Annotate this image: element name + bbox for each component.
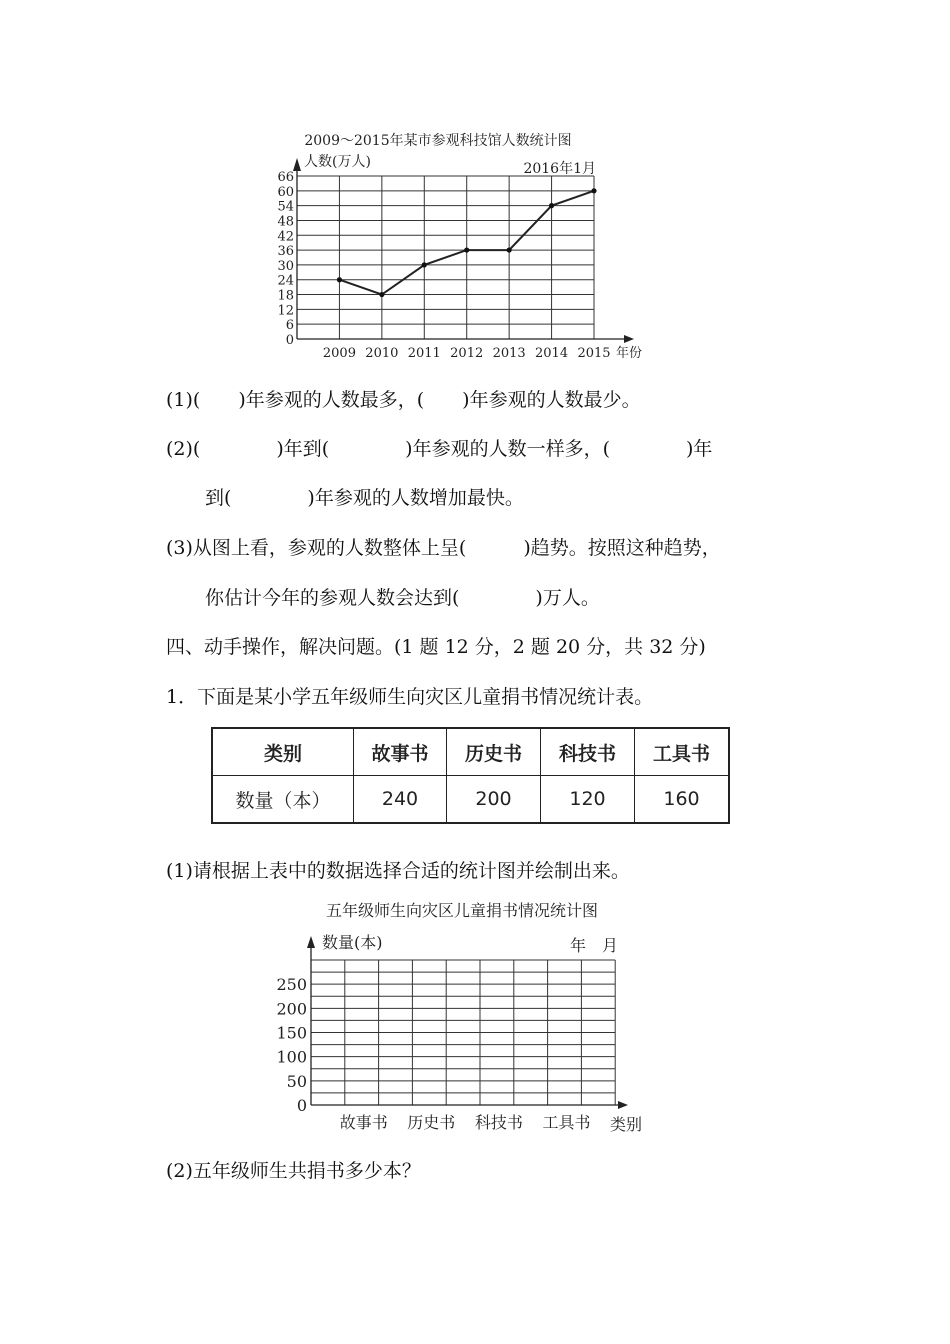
question-1: (1)( )年参观的人数最多，( )年参观的人数最少。 — [166, 389, 641, 411]
table-header-row — [212, 728, 729, 776]
line-chart-x-tick-label: 2009 — [322, 346, 356, 361]
line-chart-x-tick-label: 2010 — [365, 346, 399, 361]
line-chart-y-tick-label: 18 — [277, 288, 294, 304]
table-header-cell: 历史书 — [447, 728, 541, 776]
table-header-cell: 工具书 — [635, 728, 730, 776]
bar-chart-x-ticks — [340, 1113, 642, 1134]
line-chart-y-tick-label: 36 — [277, 244, 294, 260]
bar-chart-x-tick-label: 历史书 — [407, 1113, 456, 1132]
line-chart-y-ticks — [277, 170, 294, 348]
question-2-line-2: 到( )年参观的人数增加最快。 — [205, 487, 524, 509]
line-chart-title: 2009～2015年某市参观科技馆人数统计图 — [304, 133, 572, 149]
line-chart-y-tick-label: 48 — [277, 214, 294, 230]
visitor-line-chart — [0, 0, 950, 370]
bar-chart-title: 五年级师生向灾区儿童捐书情况统计图 — [325, 901, 599, 920]
table-cell: 数量（本） — [212, 776, 354, 824]
bar-chart-y-tick-label: 0 — [296, 1096, 307, 1115]
table-cell: 240 — [354, 776, 447, 824]
problem-1-question-1: (1)请根据上表中的数据选择合适的统计图并绘制出来。 — [166, 860, 630, 882]
line-chart-x-ticks — [323, 345, 642, 361]
bar-chart-grid — [311, 960, 615, 1105]
line-chart-point — [337, 277, 342, 282]
bar-chart-y-tick-label: 100 — [276, 1047, 307, 1067]
line-chart-y-tick-label: 30 — [277, 258, 294, 274]
bar-chart-xlabel: 类别 — [609, 1115, 643, 1134]
bar-chart-y-tick-label: 150 — [276, 1023, 307, 1043]
line-chart-y-tick-label: 42 — [277, 229, 294, 245]
section-4-heading: 四、动手操作，解决问题。(1 题 12 分，2 题 20 分，共 32 分) — [166, 636, 706, 658]
line-chart-y-tick-label: 60 — [277, 184, 294, 200]
problem-1-intro: 1．下面是某小学五年级师生向灾区儿童捐书情况统计表。 — [166, 686, 654, 708]
bar-chart-date-note: 年 月 — [569, 936, 619, 955]
bar-chart-x-tick-label: 工具书 — [542, 1113, 591, 1132]
bar-chart-y-ticks — [276, 975, 307, 1115]
line-chart-xlabel: 年份 — [616, 346, 643, 361]
line-chart-x-tick-label: 2013 — [492, 346, 526, 361]
bar-chart-ylabel: 数量(本) — [322, 933, 383, 952]
problem-1-question-2: (2)五年级师生共捐书多少本？ — [166, 1160, 421, 1182]
line-chart-point — [422, 262, 427, 267]
line-chart-y-tick-label: 66 — [277, 170, 294, 185]
bar-chart-y-tick-label: 200 — [276, 999, 307, 1019]
question-3-line-1: (3)从图上看，参观的人数整体上呈( )趋势。按照这种趋势， — [166, 537, 721, 559]
line-chart-point — [507, 247, 512, 252]
table-header-cell: 科技书 — [541, 728, 635, 776]
table-cell: 160 — [635, 776, 730, 824]
line-chart-y-tick-label: 12 — [277, 303, 294, 319]
question-3-line-2: 你估计今年的参观人数会达到( )万人。 — [205, 587, 600, 609]
line-chart-x-tick-label: 2015 — [577, 346, 611, 361]
bar-chart-y-tick-label: 50 — [286, 1071, 307, 1091]
line-chart-point — [464, 247, 469, 252]
bar-chart-axes — [307, 936, 628, 1109]
question-2-line-1: (2)( )年到( )年参观的人数一样多，( )年 — [166, 438, 713, 460]
line-chart-point — [591, 188, 596, 193]
line-chart-x-arrow — [624, 335, 634, 343]
table-cell: 200 — [447, 776, 541, 824]
bar-chart-y-tick-label: 250 — [276, 975, 307, 995]
line-chart-x-tick-label: 2014 — [535, 346, 569, 361]
line-chart-date-note: 2016年1月 — [523, 161, 596, 177]
table-header-cell: 类别 — [212, 728, 354, 776]
line-chart-point — [379, 292, 384, 297]
book-bar-chart — [0, 890, 950, 1140]
bar-chart-x-tick-label: 科技书 — [474, 1113, 523, 1132]
table-row — [212, 776, 729, 824]
line-chart-y-tick-label: 54 — [277, 199, 294, 215]
bar-chart-x-tick-label: 故事书 — [339, 1113, 388, 1132]
line-chart-ylabel: 人数(万人) — [304, 154, 371, 170]
line-chart-point — [549, 203, 554, 208]
line-chart-y-tick-label: 6 — [285, 318, 294, 334]
bar-chart-x-arrow — [618, 1101, 628, 1109]
table-cell: 120 — [541, 776, 635, 824]
bar-chart-y-arrow — [307, 936, 315, 948]
line-chart-y-tick-label: 0 — [285, 333, 294, 348]
line-chart-x-tick-label: 2011 — [407, 346, 441, 361]
line-chart-y-arrow — [293, 158, 301, 171]
line-chart-x-tick-label: 2012 — [450, 346, 484, 361]
book-donation-table — [211, 727, 730, 824]
line-chart-y-tick-label: 24 — [277, 273, 294, 289]
table-header-cell: 故事书 — [354, 728, 447, 776]
